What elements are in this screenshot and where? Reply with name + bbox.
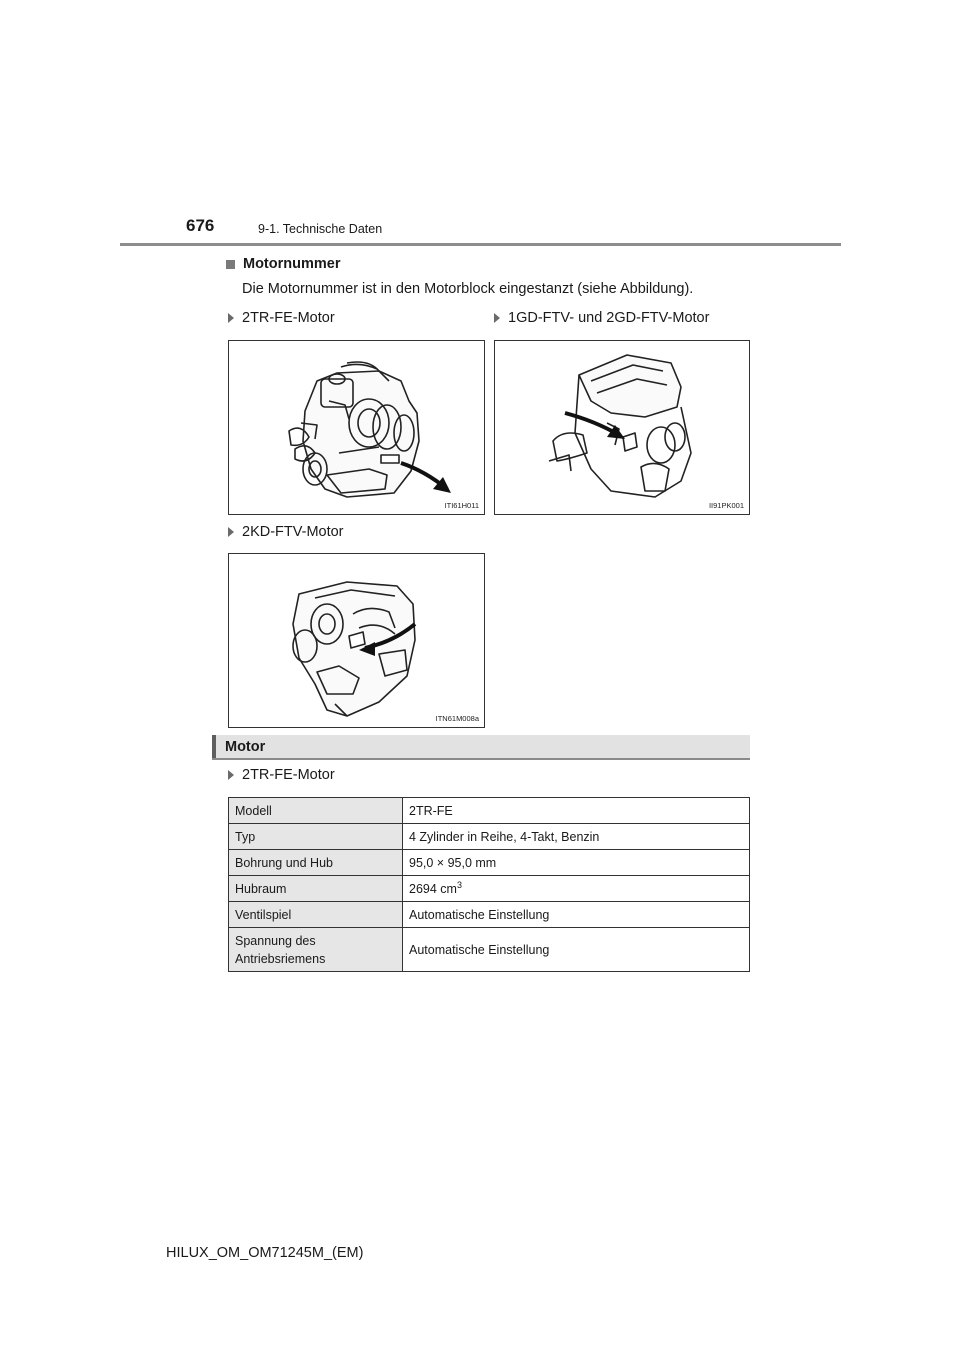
engine-1gd-illustration xyxy=(495,341,751,516)
figure-caption-2tr-text: 2TR-FE-Motor xyxy=(242,310,335,326)
engine-figure-2tr xyxy=(228,340,485,515)
triangle-bullet-icon xyxy=(228,313,234,323)
spec-value: Automatische Einstellung xyxy=(403,928,750,972)
motor-subtitle-text: 2TR-FE-Motor xyxy=(242,767,335,783)
spec-value-superscript: 3 xyxy=(456,880,462,891)
figure-code-2kd: ITN61M008a xyxy=(435,714,479,723)
engine-figure-1gd xyxy=(494,340,750,515)
spec-value: 95,0 × 95,0 mm xyxy=(403,850,750,876)
figure-caption-2tr xyxy=(226,310,335,326)
spec-value-text: 2694 cm xyxy=(409,882,457,897)
header-rule xyxy=(120,243,841,246)
motor-subtitle xyxy=(226,767,335,783)
table-row xyxy=(229,798,750,824)
table-row xyxy=(229,824,750,850)
table-row xyxy=(229,928,750,972)
motor-section-bar xyxy=(212,735,750,760)
engine-number-heading xyxy=(226,256,340,272)
table-row xyxy=(229,850,750,876)
spec-value: 4 Zylinder in Reihe, 4-Takt, Benzin xyxy=(403,824,750,850)
section-accent xyxy=(212,735,216,758)
spec-key: Modell xyxy=(229,798,403,824)
figure-code-1gd: II91PK001 xyxy=(708,501,744,510)
engine-number-text: Die Motornummer ist in den Motorblock eingestanzt (siehe Abbildung). xyxy=(242,281,694,297)
spec-key: Ventilspiel xyxy=(229,902,403,928)
spec-key: Bohrung und Hub xyxy=(229,850,403,876)
triangle-bullet-icon xyxy=(228,527,234,537)
figure-caption-1gd-text: 1GD-FTV- und 2GD-FTV-Motor xyxy=(508,310,710,326)
table-row xyxy=(229,902,750,928)
figure-caption-1gd xyxy=(492,310,709,326)
document-footer: HILUX_OM_OM71245M_(EM) xyxy=(166,1245,364,1261)
spec-key: Spannung des Antriebsriemens xyxy=(229,928,403,972)
spec-value xyxy=(403,876,750,902)
engine-2tr-illustration xyxy=(229,341,486,516)
spec-value: Automatische Einstellung xyxy=(403,902,750,928)
figure-code-2tr: ITI61H011 xyxy=(444,501,479,510)
figure-caption-2kd xyxy=(226,524,344,540)
page-number: 676 xyxy=(186,216,215,235)
engine-spec-table xyxy=(228,797,750,972)
triangle-bullet-icon xyxy=(494,313,500,323)
table-row xyxy=(229,876,750,902)
spec-value: 2TR-FE xyxy=(403,798,750,824)
figure-caption-2kd-text: 2KD-FTV-Motor xyxy=(242,524,344,540)
engine-2kd-illustration xyxy=(229,554,486,729)
motor-section-title: Motor xyxy=(225,739,266,755)
spec-key: Typ xyxy=(229,824,403,850)
engine-figure-2kd xyxy=(228,553,485,728)
engine-number-heading-text: Motornummer xyxy=(243,256,341,272)
square-bullet-icon xyxy=(226,260,235,269)
spec-key: Hubraum xyxy=(229,876,403,902)
triangle-bullet-icon xyxy=(228,770,234,780)
section-title: 9-1. Technische Daten xyxy=(258,222,383,236)
